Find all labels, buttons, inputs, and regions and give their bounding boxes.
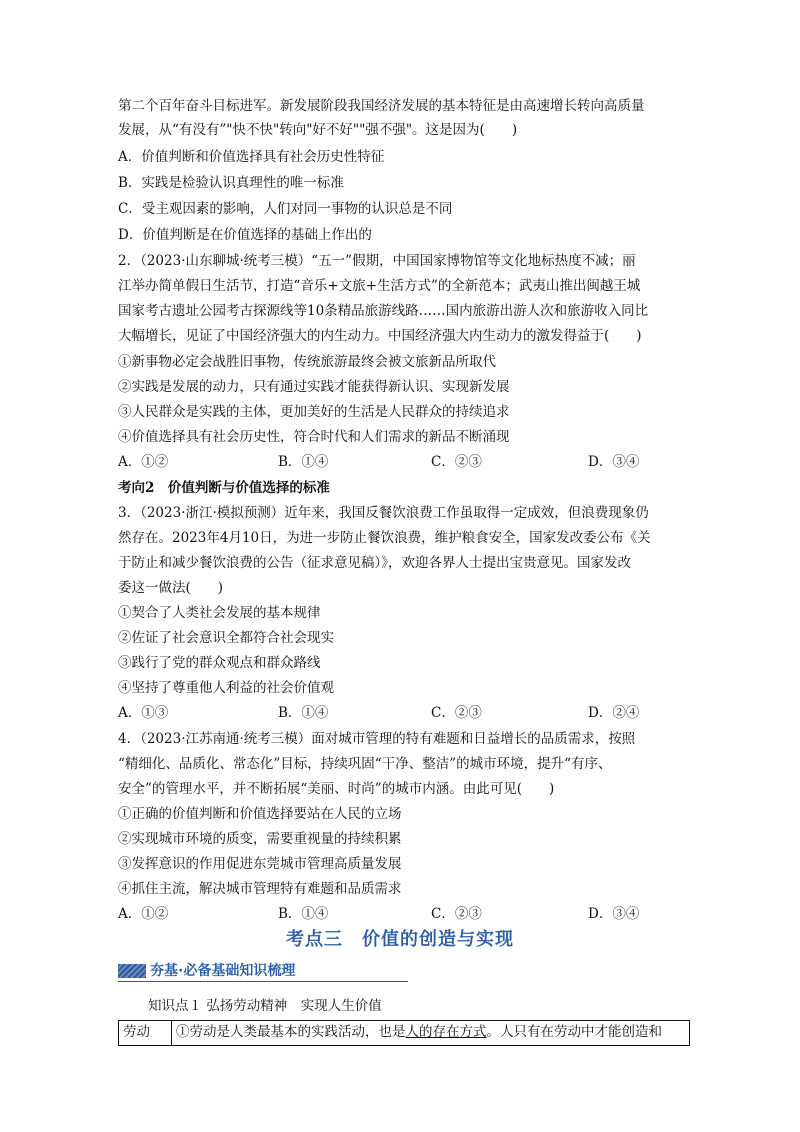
table-cell-text-1: ①劳动是人类最基本的实践活动，也是 (176, 1024, 406, 1040)
q3-choice-c: C．②③ (431, 705, 482, 721)
q2-choice-c: C．②③ (431, 454, 482, 470)
q4-stem-line-3: 安全”的管理水平，并不断拓展“美丽、时尚”的城市内涵。由此可见( ) (118, 781, 555, 797)
q4-item-3: ③发挥意识的作用促进东莞城市管理高质量发展 (118, 856, 402, 872)
q4-item-2: ②实现城市环境的质变，需要重视量的持续积累 (118, 831, 402, 847)
q1-option-a: A．价值判断和价值选择具有社会历史性特征 (118, 149, 385, 165)
q3-choices (118, 703, 688, 723)
table-cell-underlined: 人的存在方式 (405, 1024, 487, 1040)
q2-choice-a: A．①② (118, 454, 169, 470)
q2-stem-line-2: 江举办简单假日生活节，打造“音乐+文旅+生活方式”的全新范本；武夷山推出闽越王城 (118, 278, 641, 294)
q4-item-4: ④抓住主流，解决城市管理特有难题和品质需求 (118, 881, 402, 897)
table-cell (172, 1021, 662, 1045)
q4-stem-line-2: “精细化、品质化、常态化”目标，持续巩固“干净、整洁”的城市环境，提升“有序、 (118, 756, 612, 772)
q4-choice-a: A．①② (118, 906, 169, 922)
q3-item-3: ③践行了党的群众观点和群众路线 (118, 655, 321, 671)
q2-item-4: ④价值选择具有社会历史性，符合时代和人们需求的新品不断涌现 (118, 429, 510, 445)
q4-choice-d: D．③④ (588, 906, 640, 922)
q1-stem-line-2: 发展，从“有没有”"快不快"转向"好不好""强不强"。这是因为( ) (118, 122, 518, 138)
q3-choice-b: B．①④ (278, 705, 329, 721)
q4-choice-b: B．①④ (278, 906, 329, 922)
banner-underline (118, 981, 408, 982)
q1-option-b: B．实践是检验认识真理性的唯一标准 (118, 175, 344, 191)
section-title: 考点三 价值的创造与实现 (286, 929, 514, 950)
knowledge-banner (118, 958, 408, 984)
q3-item-1: ①契合了人类社会发展的基本规律 (118, 605, 321, 621)
q3-item-2: ②佐证了社会意识全都符合社会现实 (118, 630, 334, 646)
q3-item-4: ④坚持了尊重他人利益的社会价值观 (118, 680, 334, 696)
q3-stem-line-4: 委这一做法( ) (118, 580, 224, 596)
q4-choices (118, 904, 688, 924)
q3-choice-d: D．②④ (588, 705, 640, 721)
q2-stem-line-3: 国家考古遗址公园考古探源线等10条精品旅游线路……国内旅游出游人次和旅游收入同比 (118, 303, 649, 319)
q4-choice-c: C．②③ (431, 906, 482, 922)
q3-choice-a: A．①③ (118, 705, 169, 721)
q2-stem-line-4: 大幅增长，见证了中国经济强大的内生动力。中国经济强大内生动力的激发得益于( ) (118, 328, 642, 344)
q2-choices (118, 452, 688, 472)
knowledge-table (118, 1020, 690, 1046)
table-row-header: 劳动 (119, 1021, 172, 1045)
banner-label: 夯基·必备基础知识梳理 (150, 963, 296, 979)
q3-stem-line-1: 3．（2023·浙江·模拟预测）近年来，我国反餐饮浪费工作虽取得一定成效，但浪费现象仍 (118, 505, 649, 521)
q2-item-3: ③人民群众是实践的主体，更加美好的生活是人民群众的持续追求 (118, 404, 510, 420)
q1-stem-line-1: 第二个百年奋斗目标进军。新发展阶段我国经济发展的基本特征是由高速增长转向高质量 (118, 98, 645, 114)
q4-item-1: ①正确的价值判断和价值选择要站在人民的立场 (118, 806, 402, 822)
section-heading-2: 考向2 价值判断与价值选择的标准 (118, 480, 330, 496)
q2-choice-b: B．①④ (278, 454, 329, 470)
q3-stem-line-2: 然存在。2023年4月10日，为进一步防止餐饮浪费，维护粮食安全，国家发改委公布《关 (118, 530, 651, 546)
table-cell-text-2: 。人只有在劳动中才能创造和 (486, 1024, 662, 1040)
q1-option-d: D．价值判断是在价值选择的基础上作出的 (118, 227, 372, 243)
knowledge-point-title: 知识点１ 弘扬劳动精神 实现人生价值 (148, 998, 382, 1014)
q2-choice-d: D．③④ (588, 454, 640, 470)
q1-option-c: C．受主观因素的影响，人们对同一事物的认识总是不同 (118, 201, 453, 217)
q3-stem-line-3: 于防止和减少餐饮浪费的公告（征求意见稿）》，欢迎各界人士提出宝贵意见。国家发改 (118, 555, 631, 571)
q2-item-2: ②实践是发展的动力，只有通过实践才能获得新认识、实现新发展 (118, 379, 510, 395)
banner-stripe-icon (118, 964, 146, 978)
q4-stem-line-1: 4．（2023·江苏南通·统考三模）面对城市管理的特有难题和日益增长的品质需求，按照 (118, 731, 636, 747)
q2-item-1: ①新事物必定会战胜旧事物，传统旅游最终会被文旅新品所取代 (118, 354, 496, 370)
q2-stem-line-1: 2．（2023·山东聊城·统考三模）“五一”假期，中国国家博物馆等文化地标热度不减；丽 (118, 253, 636, 269)
